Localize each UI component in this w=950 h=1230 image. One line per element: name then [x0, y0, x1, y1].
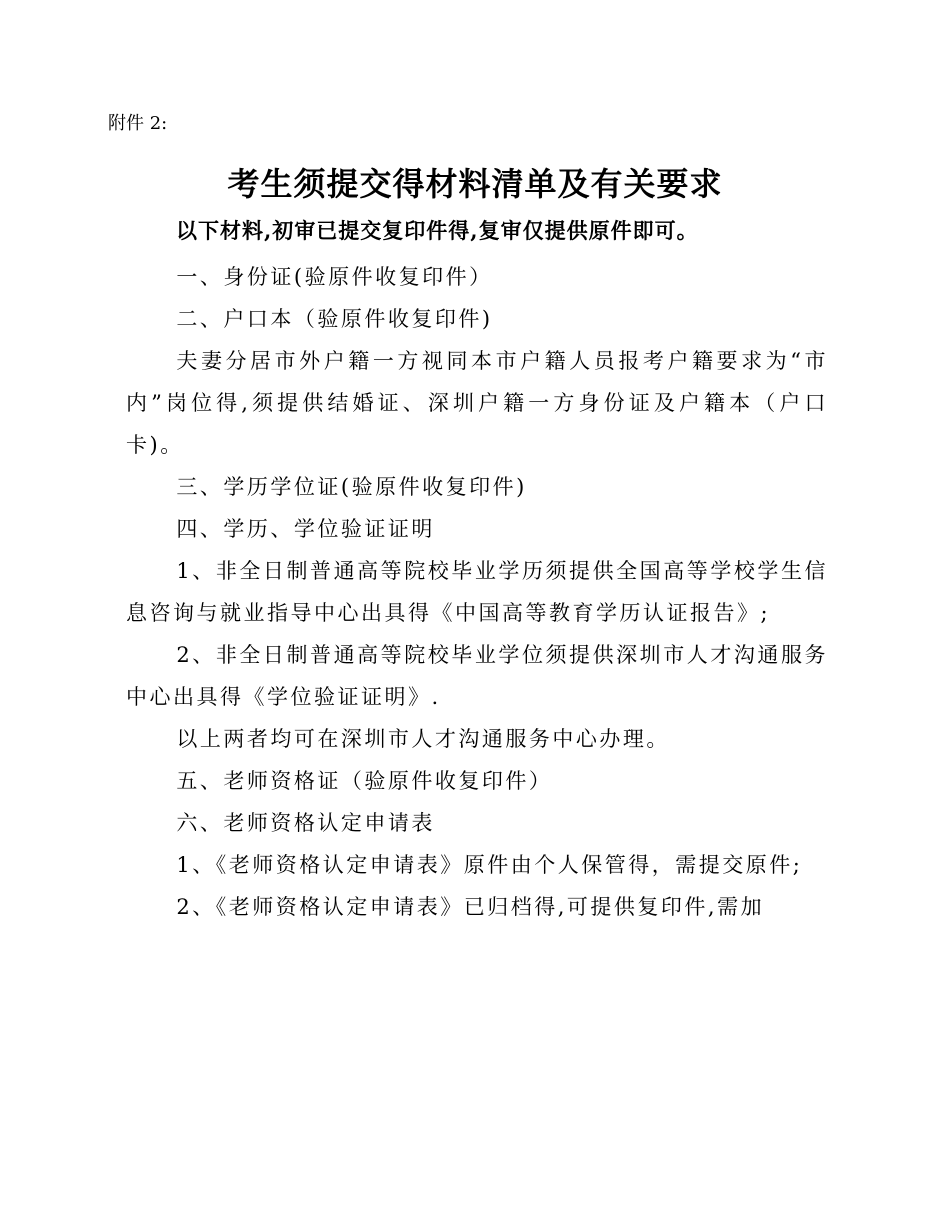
paragraph-teacher-certificate: 五、老师资格证（验原件收复印件） — [176, 769, 553, 793]
paragraph-application-form-heading: 六、老师资格认定申请表 — [176, 811, 435, 835]
document-subtitle: 以下材料,初审已提交复印件得,复审仅提供原件即可。 — [176, 218, 699, 243]
document-title: 考生须提交得材料清单及有关要求 — [227, 165, 723, 203]
paragraph-verification-2: 2、非全日制普通高等院校毕业学位须提供深圳市人才沟通服务中心出具得《学位验证证明》. — [126, 643, 828, 709]
paragraph-verification-location: 以上两者均可在深圳市人才沟通服务中心办理。 — [176, 727, 670, 751]
document-body — [126, 256, 828, 928]
paragraph-verification-1: 1、非全日制普通高等院校毕业学历须提供全国高等学校学生信息咨询与就业指导中心出具得《中国高等教育学历认证报告》; — [126, 559, 828, 625]
paragraph-id-card: 一、身份证(验原件收复印件） — [176, 265, 493, 289]
paragraph-application-form-2: 2、《老师资格认定申请表》已归档得,可提供复印件,需加 — [176, 895, 765, 919]
paragraph-spouse-note: 夫妻分居市外户籍一方视同本市户籍人员报考户籍要求为“市内”岗位得,须提供结婚证、深圳户籍一方身份证及户籍本（户口卡)。 — [126, 349, 828, 457]
paragraph-degree-certificate: 三、学历学位证(验原件收复印件) — [176, 475, 527, 499]
paragraph-application-form-1: 1、《老师资格认定申请表》原件由个人保管得，需提交原件; — [176, 853, 803, 877]
paragraph-verification-heading: 四、学历、学位验证证明 — [176, 517, 435, 541]
attachment-label: 附件 2: — [108, 113, 168, 134]
paragraph-household-register: 二、户口本（验原件收复印件) — [176, 307, 493, 331]
